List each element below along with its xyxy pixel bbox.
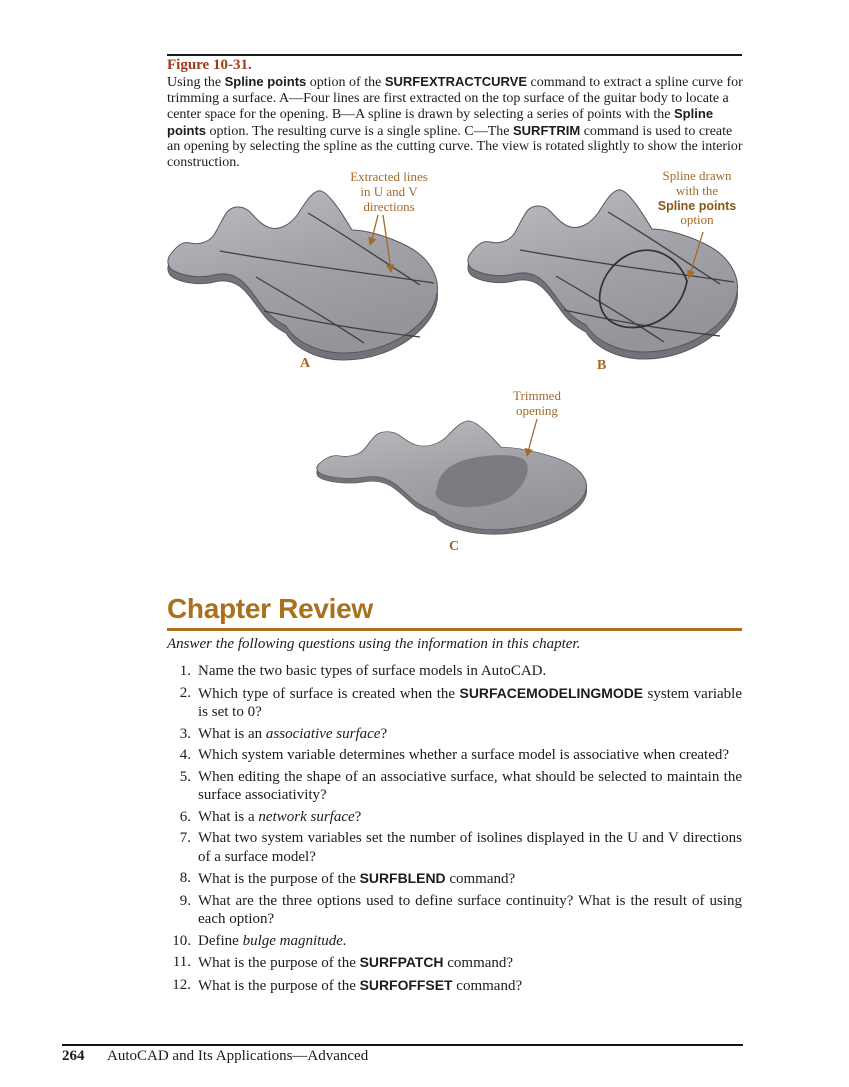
- question-item: [167, 684, 742, 722]
- annotation-line: option: [680, 212, 714, 228]
- question-number: 6.: [179, 808, 191, 825]
- question-number: 1.: [179, 663, 191, 679]
- chapter-review-intro: Answer the following questions using the information in this chapter.: [167, 636, 581, 652]
- figure-10-31: [167, 165, 742, 565]
- question-item: [167, 953, 742, 973]
- annotation-line: Trimmed: [513, 388, 561, 403]
- footer-rule: [62, 1044, 743, 1046]
- arrow-trimmed-opening: [527, 419, 537, 456]
- question-item: [167, 746, 742, 765]
- footer-page-number: 264: [62, 1048, 85, 1064]
- question-text: What two system variables set the number of isolines displayed in the U and V directions of a surface model?: [198, 830, 742, 865]
- question-text: Name the two basic types of surface models in AutoCAD.: [198, 663, 547, 679]
- figure-label-a: A: [300, 356, 311, 371]
- question-text: What is the purpose of the SURFOFFSET command?: [198, 976, 523, 994]
- annotation-line: with the: [675, 182, 719, 198]
- question-item: [167, 829, 742, 866]
- question-text: Define bulge magnitude.: [198, 932, 347, 949]
- question-item: [167, 932, 742, 951]
- annotation-line: in U and V: [360, 183, 418, 199]
- question-text: Which system variable determines whether a surface model is associative when created?: [198, 747, 730, 763]
- question-number: 4.: [179, 747, 191, 763]
- figure-label-c: C: [449, 539, 460, 554]
- annotation-spline-drawn: [627, 169, 767, 228]
- annotation-line: directions: [363, 198, 415, 214]
- question-item: [167, 808, 742, 827]
- annotation-extracted-lines: [319, 170, 459, 214]
- question-item: [167, 662, 742, 681]
- question-item: [167, 976, 742, 996]
- annotation-line: Extracted lines: [350, 169, 428, 184]
- figure-label-b: B: [597, 358, 607, 373]
- question-number: 7.: [179, 830, 191, 846]
- question-number: 2.: [179, 684, 191, 701]
- guitar-body-a: [168, 191, 438, 360]
- question-text: What is the purpose of the SURFPATCH command?: [198, 954, 514, 971]
- annotation-line: Spline drawn: [662, 168, 732, 183]
- figure-caption: Using the Spline points option of the SURFEXTRACTCURVE command to extract a spline curve for trimming a surface. A—Four lines are first extracted on the top surface of the guitar body to locate a center space for the opening. B—A spline is drawn by selecting a series of points with the Spline points option. The resulting curve is a single spline. C—The SURFTRIM command is used to create an opening by selecting the spline as the cutting curve. The view is rotated slightly to show the interior construction.: [167, 74, 743, 170]
- question-list: [167, 662, 742, 998]
- guitar-body-c: [317, 421, 587, 534]
- annotation-trimmed-opening: [477, 389, 597, 419]
- question-item: [167, 892, 742, 929]
- figure-top-rule: [167, 54, 742, 56]
- question-text: Which type of surface is created when the SURFACEMODELINGMODE system variable is set to 0?: [198, 684, 742, 720]
- question-number: 9.: [179, 892, 191, 909]
- question-number: 5.: [179, 768, 191, 785]
- footer-book-title: AutoCAD and Its Applications—Advanced: [107, 1048, 369, 1064]
- question-number: 8.: [179, 870, 191, 886]
- question-text: When editing the shape of an associative surface, what should be selected to maintain the surface associativity?: [198, 768, 742, 803]
- figure-title: Figure 10-31.: [167, 57, 252, 73]
- question-number: 11.: [172, 954, 191, 970]
- chapter-review-heading: Chapter Review: [167, 593, 373, 624]
- annotation-line-bold: Spline points: [657, 198, 737, 213]
- question-number: 3.: [179, 725, 191, 742]
- question-number: 10.: [172, 932, 191, 949]
- chapter-review-rule: [167, 628, 742, 631]
- question-text: What is a network surface?: [198, 808, 362, 825]
- question-number: 12.: [172, 976, 191, 993]
- question-text: What is an associative surface?: [198, 725, 388, 742]
- question-text: What are the three options used to define surface continuity? What is the result of using each option?: [198, 892, 742, 927]
- annotation-line: opening: [516, 402, 558, 418]
- question-text: What is the purpose of the SURFBLEND command?: [198, 870, 516, 887]
- question-item: [167, 768, 742, 805]
- question-item: [167, 869, 742, 889]
- question-item: [167, 725, 742, 744]
